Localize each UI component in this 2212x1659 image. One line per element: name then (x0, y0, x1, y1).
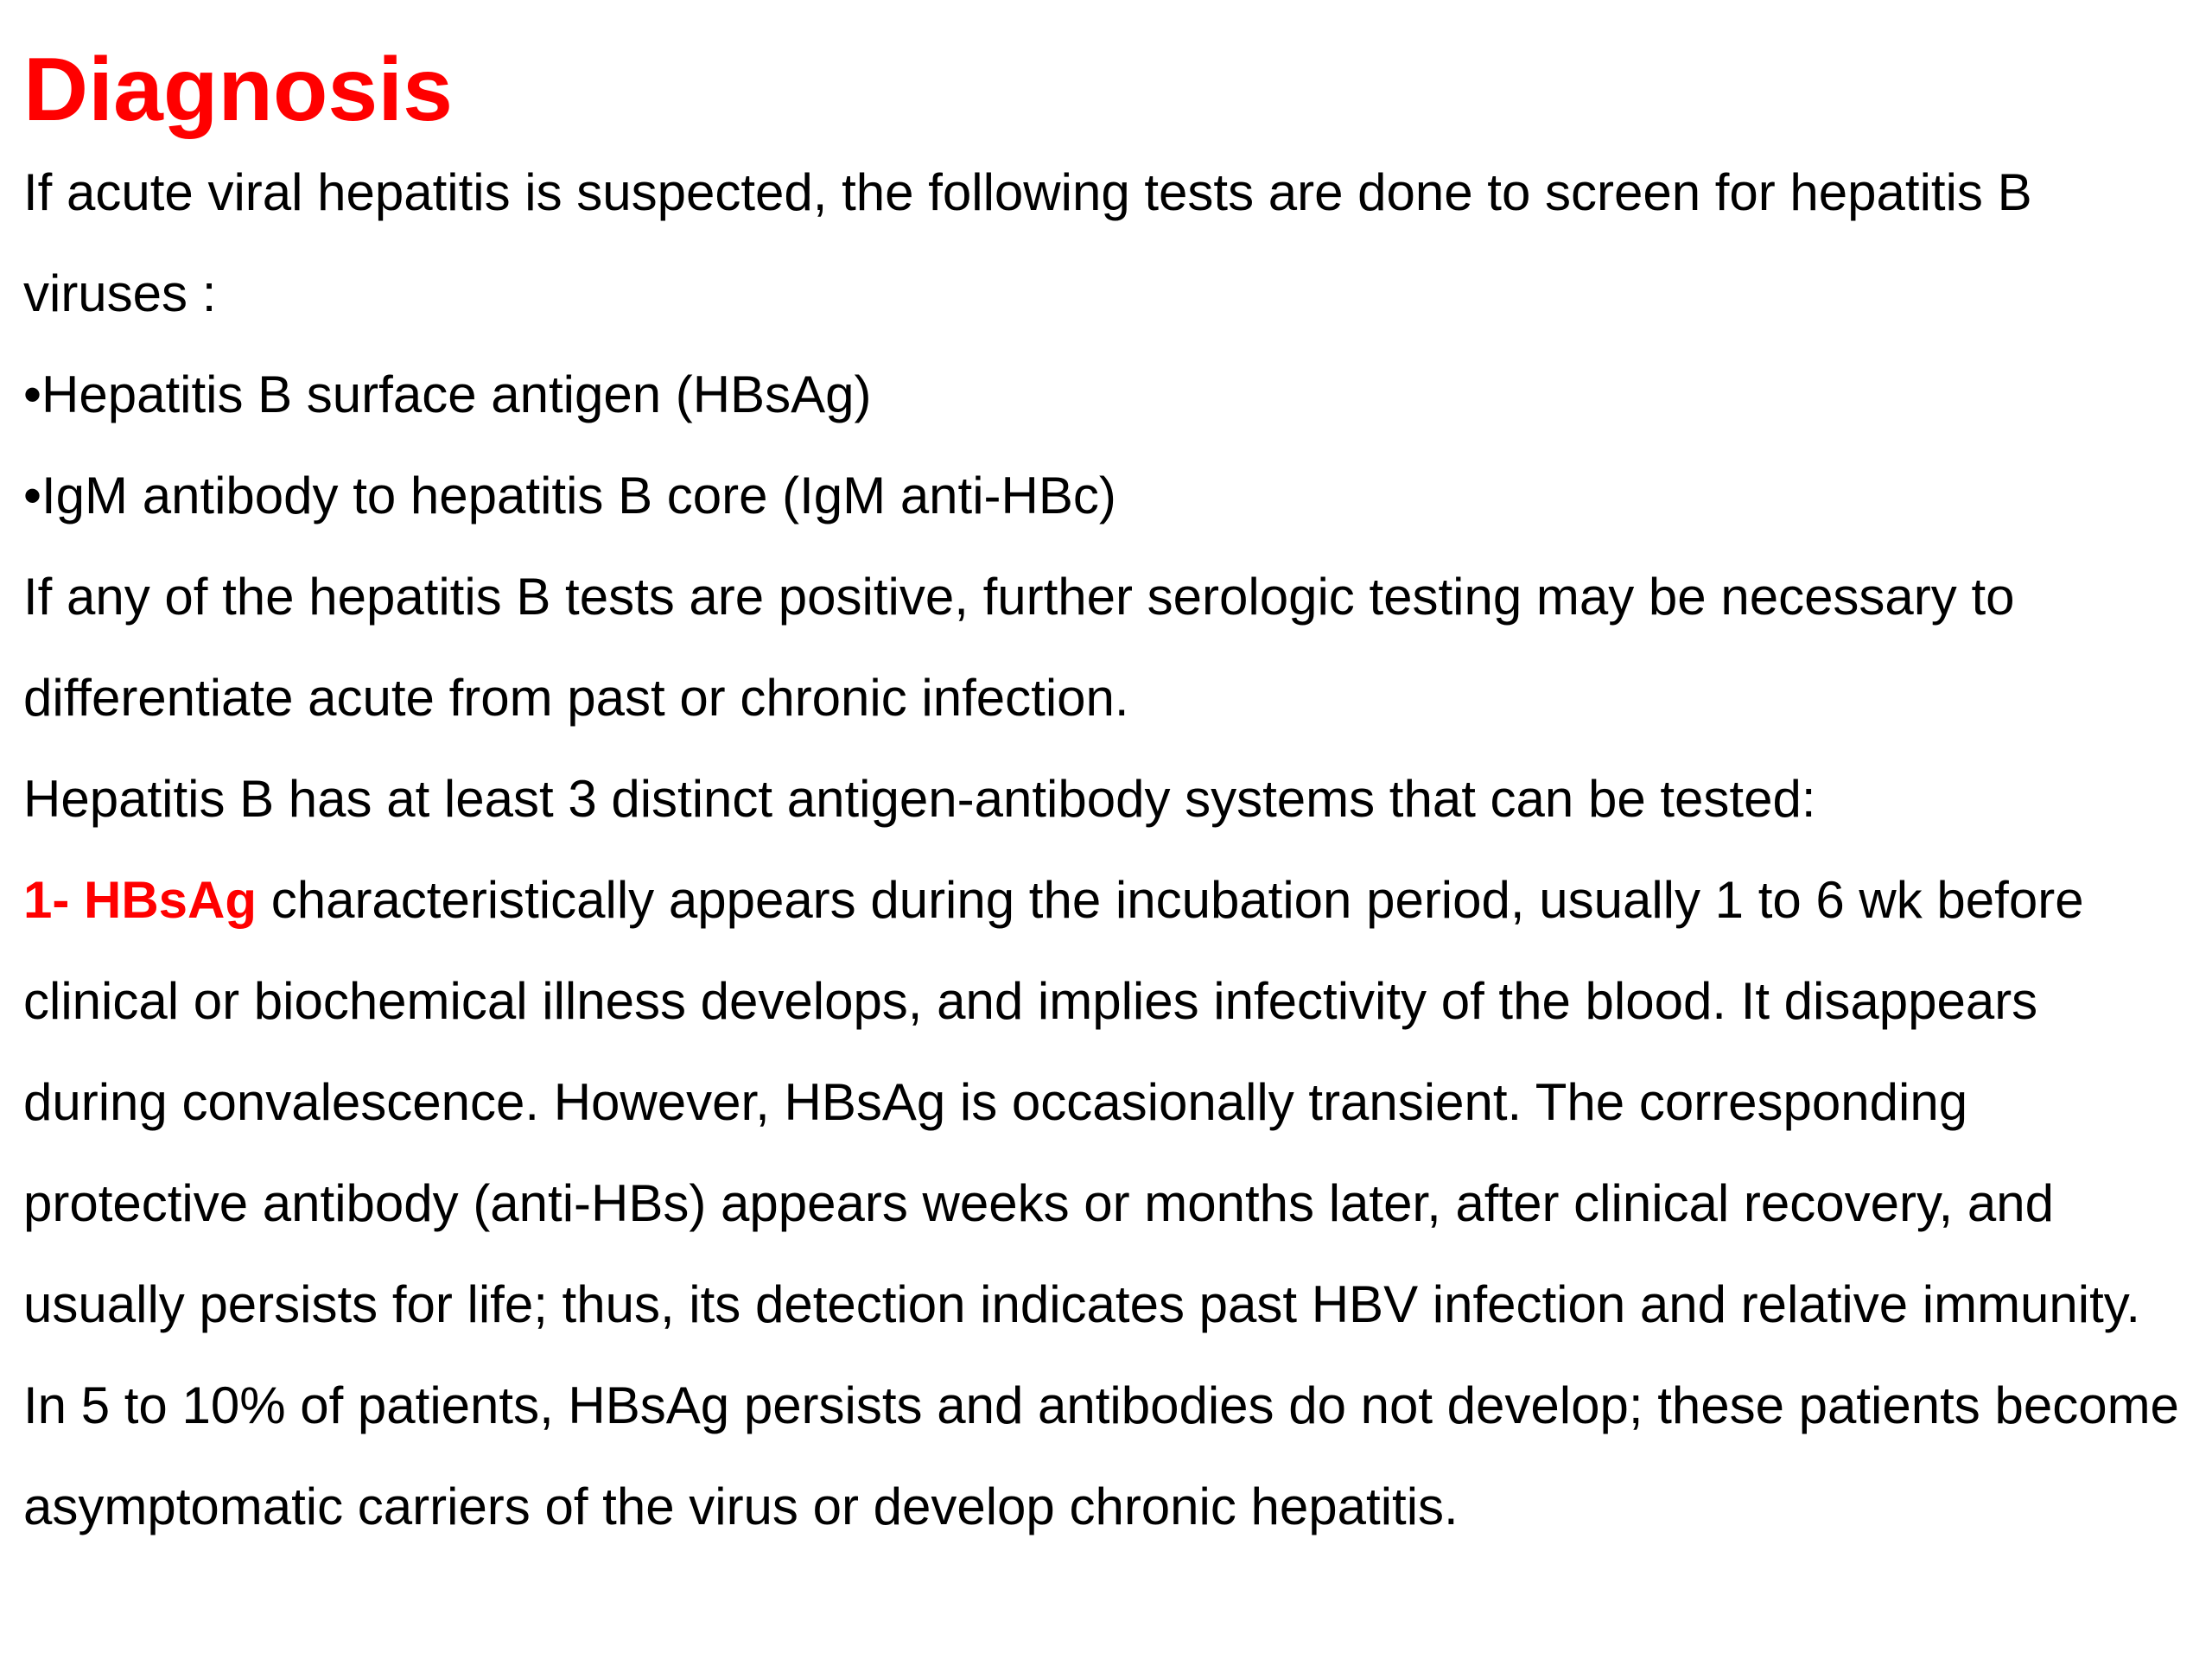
antigen-systems-paragraph: Hepatitis B has at least 3 distinct antigen-antibody systems that can be tested: (23, 770, 1816, 829)
bullet-hbsag: •Hepatitis B surface antigen (HBsAg) (23, 365, 872, 424)
hbsag-paragraph (23, 849, 2188, 1557)
intro-paragraph: If acute viral hepatitis is suspected, the following tests are done to screen for hepatitis B viruses : (23, 163, 2032, 323)
hbsag-label: 1- HBsAg (23, 871, 257, 930)
bullet-igm-anti-hbc: •IgM antibody to hepatitis B core (IgM anti-HBc) (23, 467, 1116, 525)
slide-title: Diagnosis (23, 40, 453, 140)
hbsag-description: characteristically appears during the incubation period, usually 1 to 6 wk before clinical or biochemical illness develops, and implies infectivity of the blood. It disappears during convalescence. However, HBsAg is occasionally transient. The corresponding protective antibody (anti-HBs) appears weeks or months later, after clinical recovery, and usually persists for life; thus, its detection indicates past HBV infection and relative immunity. In 5 to 10% of patients, HBsAg persists and antibodies do not develop; these patients become asymptomatic carriers of the virus or develop chronic hepatitis. (23, 871, 2179, 1536)
slide-body (23, 142, 2188, 1557)
positive-tests-paragraph: If any of the hepatitis B tests are positive, further serologic testing may be necessary to differentiate acute from past or chronic infection. (23, 568, 2015, 728)
